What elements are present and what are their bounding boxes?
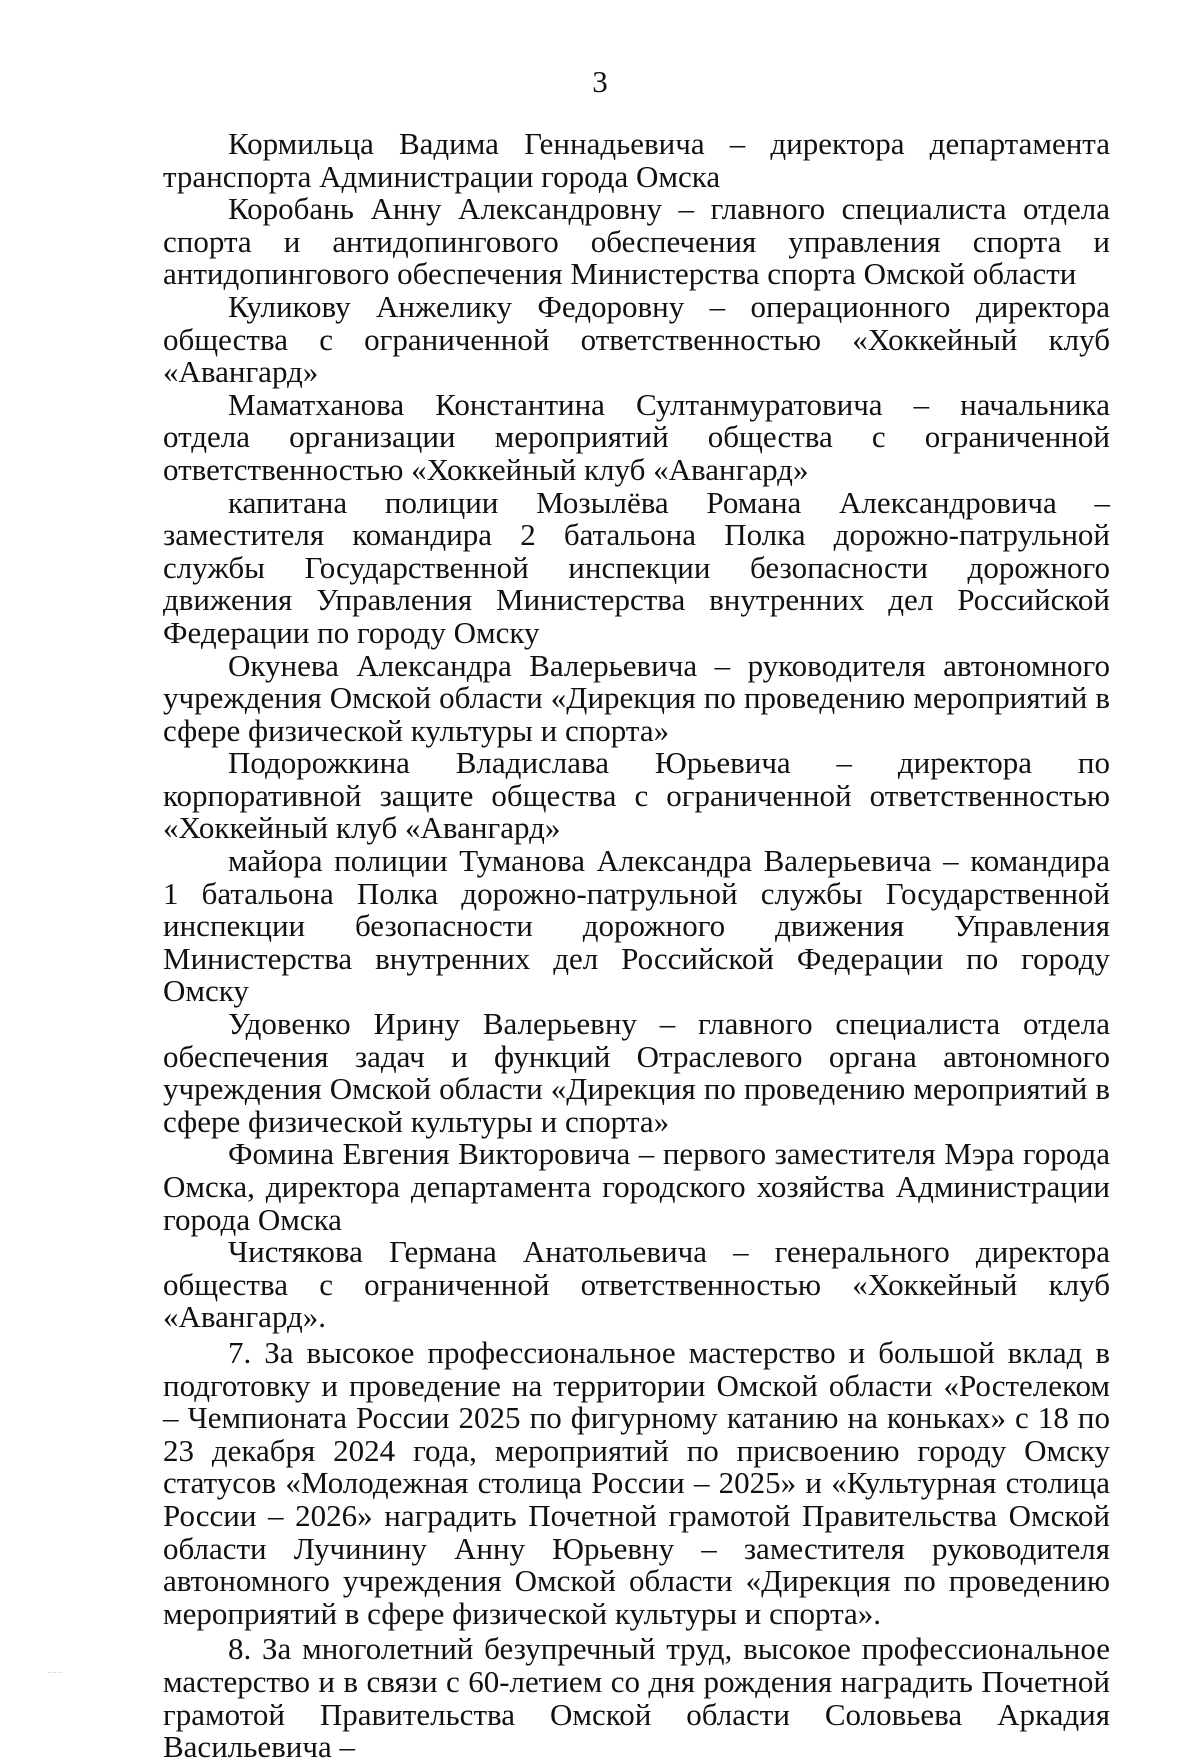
- scan-artifact: [48, 1672, 62, 1674]
- paragraph-udovenko: Удовенко Ирину Валерьевну – главного специалиста отдела обеспечения задач и функций Отраслевого органа автономного учреждения Омской области «Дирекция по проведению мероприятий в сфере физической культуры и спорта»: [163, 1006, 1110, 1139]
- paragraph-tumanov: майора полиции Туманова Александра Валерьевича – командира 1 батальона Полка дорожно-патрульной службы Государственной инспекции безопасности дорожного движения Управления Министерства внутренних дел Российской Федерации по городу Омску: [163, 843, 1110, 1009]
- document-body: [163, 128, 1110, 1764]
- page-number: 3: [592, 64, 608, 99]
- paragraph-mamatkhanov: Маматханова Константина Султанмуратовича – начальника отдела организации мероприятий общества с ограниченной ответственностью «Хоккейный клуб «Авангард»: [163, 386, 1110, 487]
- paragraph-kulikova: Куликову Анжелику Федоровну – операционного директора общества с ограниченной ответственностью «Хоккейный клуб «Авангард»: [163, 288, 1110, 390]
- paragraph-podorozhkin: Подорожкина Владислава Юрьевича – директора по корпоративной защите общества с ограниченной ответственностью «Хоккейный клуб «Авангард»: [163, 745, 1110, 846]
- paragraph-mozylev: капитана полиции Мозылёва Романа Александровича – заместителя командира 2 батальона Полка дорожно-патрульной службы Государственной инспекции безопасности дорожного движения Управления Министерства внутренних дел Российской Федерации по городу Омску: [163, 484, 1110, 650]
- paragraph-fomin: Фомина Евгения Викторовича – первого заместителя Мэра города Омска, директора департамента городского хозяйства Администрации города Омска: [163, 1136, 1110, 1237]
- paragraph-item-8: 8. За многолетний безупречный труд, высокое профессиональное мастерство и в связи с 60-летием со дня рождения наградить Почетной грамотой Правительства Омской области Соловьева Аркадия Васильевича –: [163, 1631, 1110, 1764]
- paragraph-koroban: Коробань Анну Александровну – главного специалиста отдела спорта и антидопингового обеспечения управления спорта и антидопингового обеспечения Министерства спорта Омской области: [163, 191, 1110, 292]
- paragraph-chistyakov: Чистякова Германа Анатольевича – генерального директора общества с ограниченной ответственностью «Хоккейный клуб «Авангард».: [163, 1234, 1110, 1335]
- paragraph-kormiltsa: Кормильца Вадима Геннадьевича – директора департамента транспорта Администрации города Омска: [163, 126, 1110, 194]
- paragraph-item-7: 7. За высокое профессиональное мастерство и большой вклад в подготовку и проведение на территории Омской области «Ростелеком – Чемпионата России 2025 по фигурному катанию на коньках» с 18 по 23 декабря 2024 года, мероприятий по присвоению городу Омску статусов «Молодежная столица России – 2025» и «Культурная столица России – 2026» наградить Почетной грамотой Правительства Омской области Лучинину Анну Юрьевну – заместителя руководителя автономного учреждения Омской области «Дирекция по проведению мероприятий в сфере физической культуры и спорта».: [163, 1334, 1110, 1631]
- paragraph-okunev: Окунева Александра Валерьевича – руководителя автономного учреждения Омской области «Дирекция по проведению мероприятий в сфере физической культуры и спорта»: [163, 647, 1110, 748]
